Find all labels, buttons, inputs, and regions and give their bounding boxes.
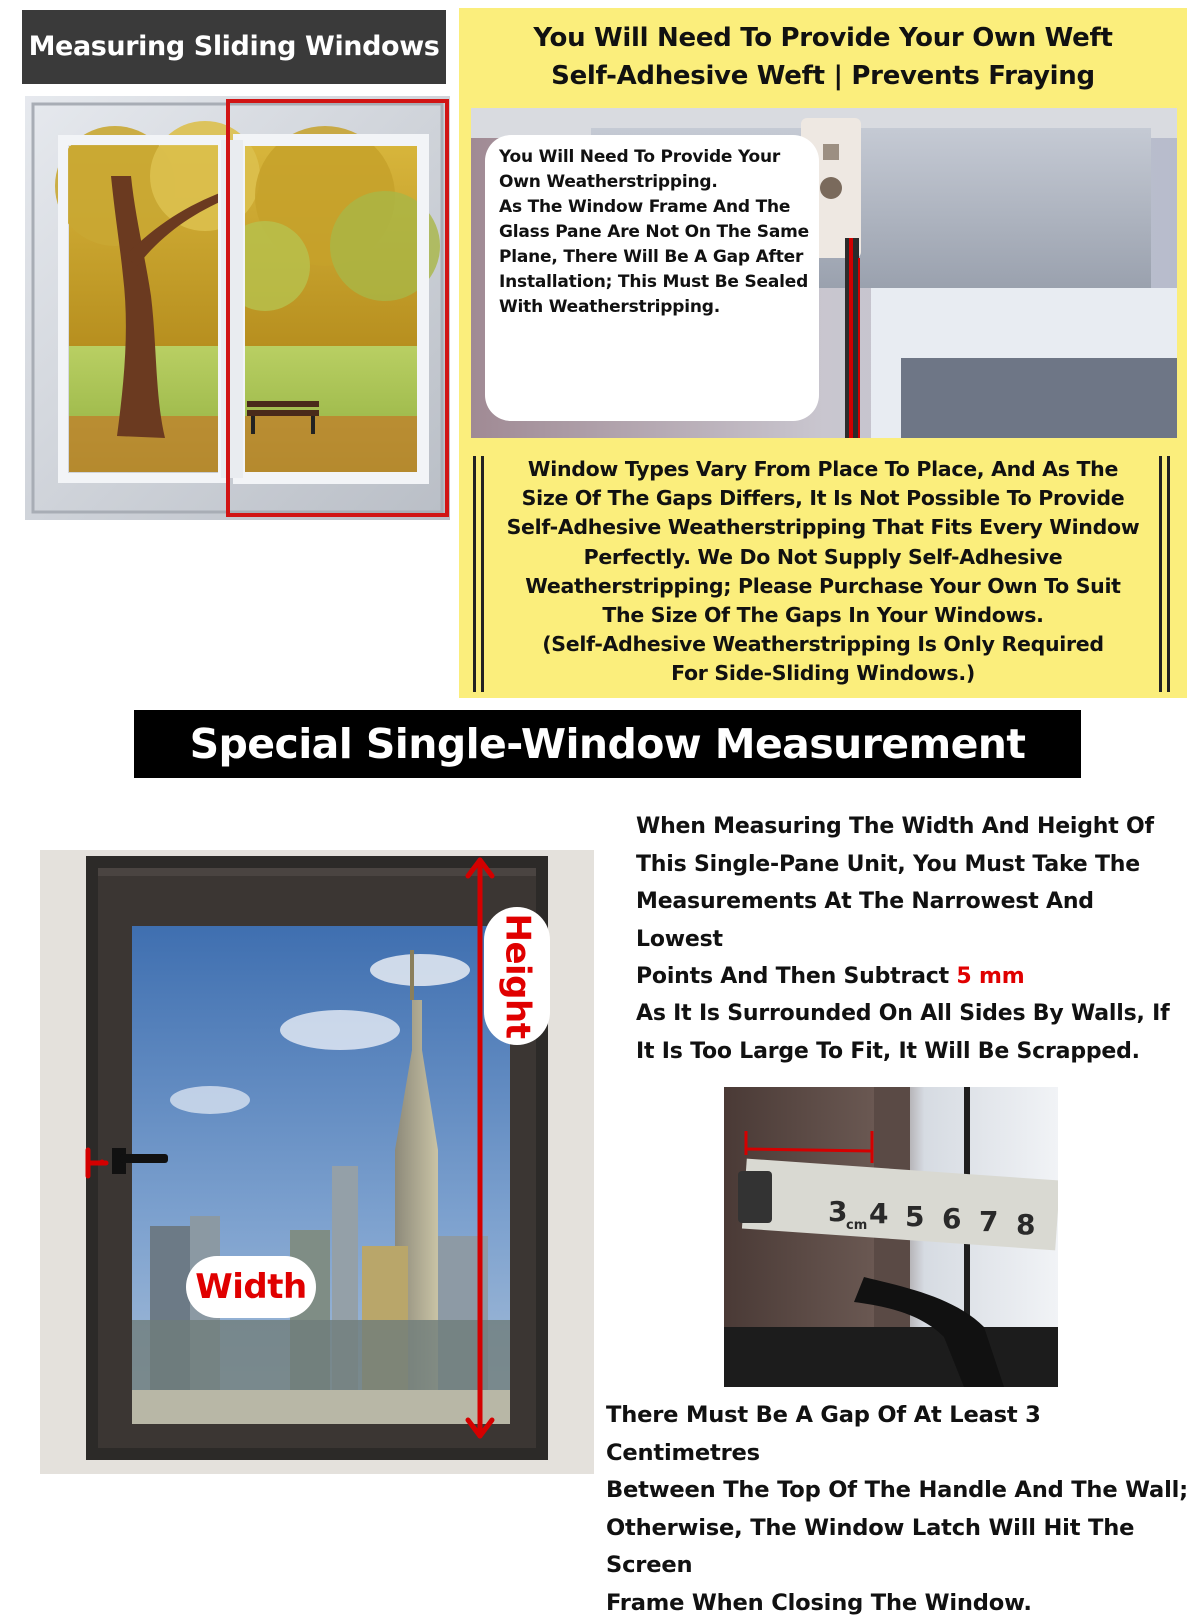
tape-unit: cm	[846, 1218, 867, 1233]
measurement-instructions	[636, 808, 1186, 996]
width-label: Width	[186, 1256, 316, 1318]
height-label-text: Height	[497, 914, 537, 1039]
notice-line: Perfectly. We Do Not Supply Self-Adhesive	[481, 543, 1165, 572]
height-label	[484, 907, 550, 1045]
instruction-line: Measurements At The Narrowest And Lowest	[636, 883, 1186, 958]
instruction-line: This Single-Pane Unit, You Must Take The	[636, 846, 1186, 884]
tape-mark: 7	[979, 1205, 998, 1238]
weatherstrip-panel	[459, 8, 1187, 698]
weft-heading-line2: Self-Adhesive Weft | Prevents Fraying	[459, 58, 1187, 94]
instruction-line	[636, 958, 1186, 996]
notice-line: The Size Of The Gaps In Your Windows.	[481, 601, 1165, 630]
instruction-text: Points And Then Subtract	[636, 964, 956, 989]
weatherstrip-callout	[485, 135, 819, 421]
callout-line: You Will Need To Provide Your	[499, 145, 813, 170]
notice-line: For Side-Sliding Windows.)	[481, 659, 1165, 688]
single-window-banner: Special Single-Window Measurement	[134, 710, 1081, 778]
tape-mark: 5	[905, 1200, 924, 1233]
tape-mark: 3	[828, 1195, 847, 1228]
instruction-line: When Measuring The Width And Height Of	[636, 808, 1186, 846]
notice-line: Window Types Vary From Place To Place, And As The	[481, 455, 1165, 484]
callout-line: Own Weatherstripping.	[499, 170, 813, 195]
gap-line: There Must Be A Gap Of At Least 3 Centimetres	[606, 1397, 1200, 1472]
warning-line: As It Is Surrounded On All Sides By Walls, If	[636, 995, 1186, 1033]
gap-line: Between The Top Of The Handle And The Wall;	[606, 1472, 1200, 1510]
callout-line: Installation; This Must Be Sealed	[499, 270, 813, 295]
tape-mark: 6	[942, 1202, 961, 1235]
notice-line: (Self-Adhesive Weatherstripping Is Only Required	[481, 630, 1165, 659]
sliding-window-photo	[25, 96, 450, 520]
weatherstrip-notice	[481, 455, 1165, 689]
callout-line: Glass Pane Are Not On The Same	[499, 220, 813, 245]
notice-line: Self-Adhesive Weatherstripping That Fits Every Window	[481, 513, 1165, 542]
sliding-window-title: Measuring Sliding Windows	[22, 10, 446, 84]
handle-gap-warning	[606, 1397, 1200, 1622]
tape-measure-photo	[724, 1087, 1058, 1387]
callout-line: With Weatherstripping.	[499, 295, 813, 320]
gap-line: Frame When Closing The Window.	[606, 1585, 1200, 1622]
subtract-value: 5 mm	[956, 964, 1024, 989]
notice-right-bar	[1167, 456, 1170, 692]
notice-left-bar	[473, 456, 476, 692]
notice-line: Size Of The Gaps Differs, It Is Not Possible To Provide	[481, 484, 1165, 513]
weft-heading-line1: You Will Need To Provide Your Own Weft	[459, 20, 1187, 56]
notice-line: Weatherstripping; Please Purchase Your Own To Suit	[481, 572, 1165, 601]
tape-mark: 4	[869, 1197, 888, 1230]
callout-line: Plane, There Will Be A Gap After	[499, 245, 813, 270]
walls-warning	[636, 995, 1186, 1070]
tape-mark: 8	[1016, 1208, 1035, 1241]
warning-line: It Is Too Large To Fit, It Will Be Scrapped.	[636, 1033, 1186, 1071]
callout-line: As The Window Frame And The	[499, 195, 813, 220]
gap-line: Otherwise, The Window Latch Will Hit The Screen	[606, 1510, 1200, 1585]
